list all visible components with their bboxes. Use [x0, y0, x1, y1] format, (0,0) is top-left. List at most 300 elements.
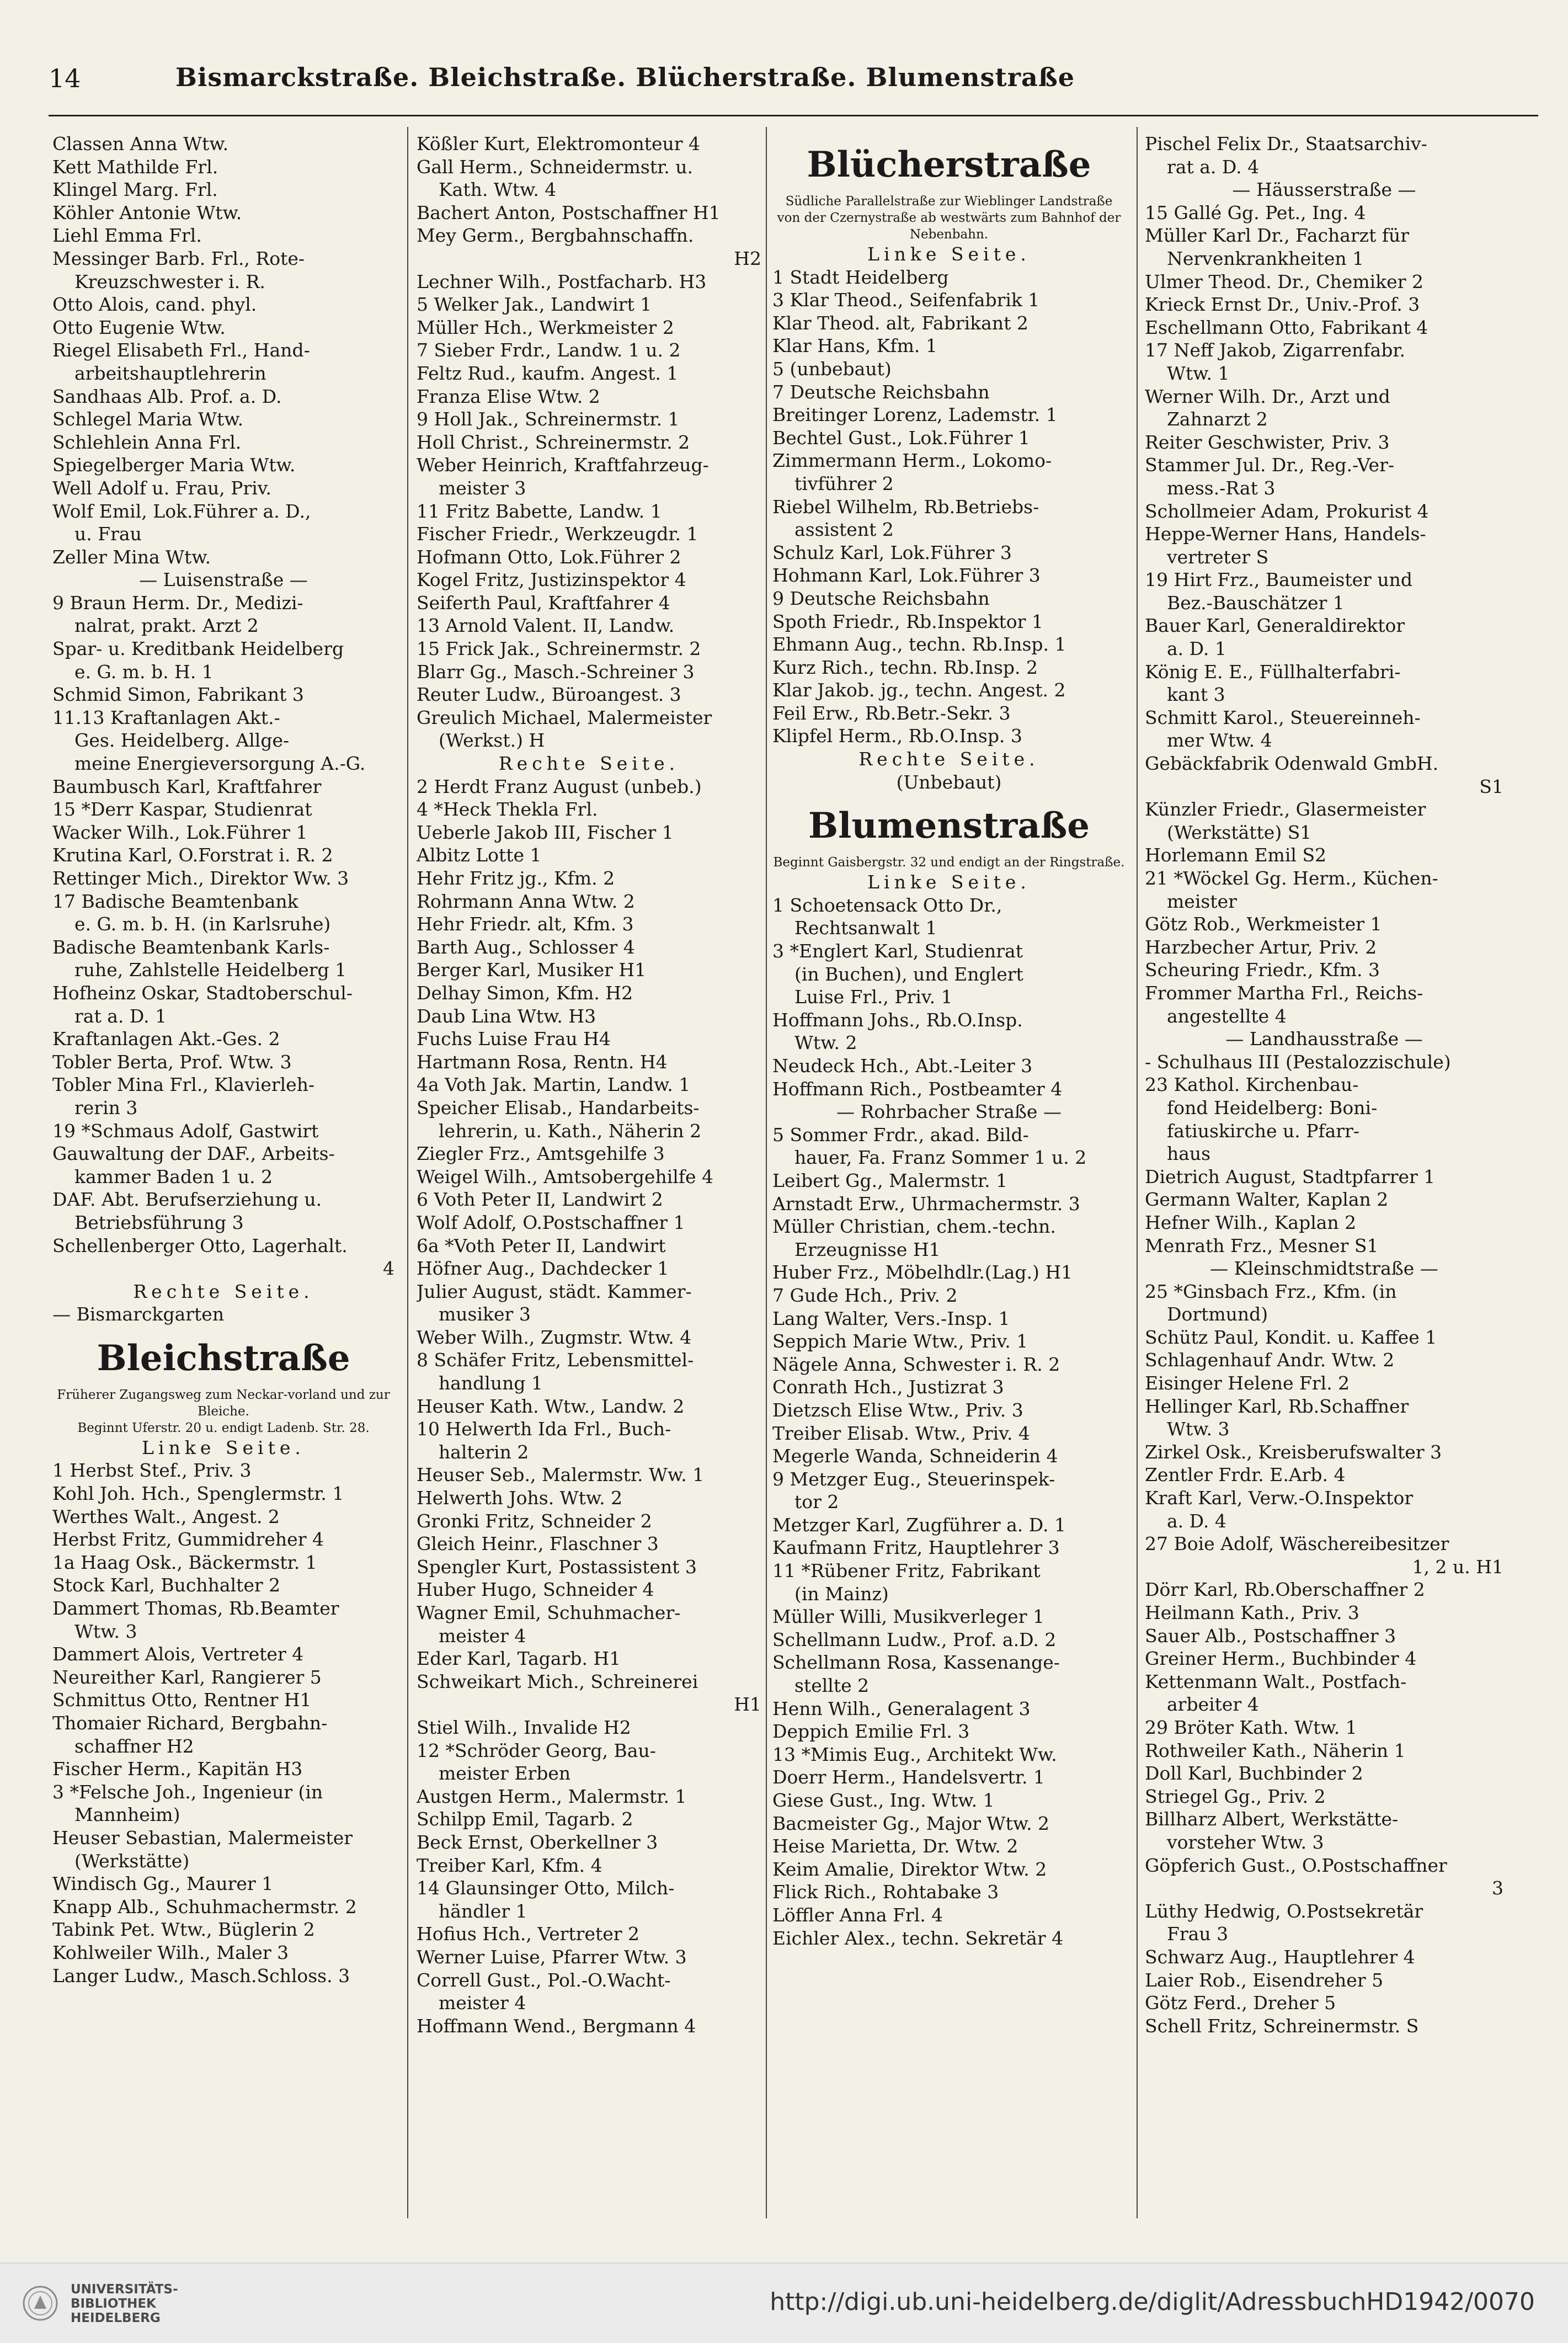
directory-entry: Thomaier Richard, Bergbahn- — [52, 1712, 328, 1734]
directory-entry: Germann Walter, Kaplan 2 — [1145, 1189, 1389, 1211]
directory-entry: rat a. D. 4 — [1167, 156, 1260, 178]
directory-entry: Dietrich August, Stadtpfarrer 1 — [1145, 1165, 1436, 1188]
directory-entry: assistent 2 — [794, 519, 894, 541]
directory-entry: Albitz Lotte 1 — [417, 844, 542, 866]
directory-entry: Mannheim) — [74, 1804, 180, 1826]
directory-entry: Julier August, städt. Kammer- — [417, 1280, 692, 1302]
directory-entry: Doerr Herm., Handelsvertr. 1 — [772, 1766, 1045, 1788]
directory-entry: 3 *Felsche Joh., Ingenieur (in — [52, 1781, 323, 1803]
directory-entry: 5 Sommer Frdr., akad. Bild- — [772, 1123, 1029, 1146]
directory-entry: 23 Kathol. Kirchenbau- — [1145, 1074, 1359, 1096]
directory-entry: 11 Fritz Babette, Landw. 1 — [417, 500, 662, 522]
directory-entry: Hehr Friedr. alt, Kfm. 3 — [417, 913, 634, 935]
directory-entry: ruhe, Zahlstelle Heidelberg 1 — [74, 959, 347, 981]
header-rule — [49, 115, 1538, 116]
directory-entry: mess.-Rat 3 — [1167, 477, 1276, 499]
directory-entry: meister 4 — [439, 1992, 526, 2014]
directory-entry: 17 Neff Jakob, Zigarrenfabr. — [1145, 339, 1405, 361]
directory-entry: 19 Hirt Frz., Baumeister und — [1145, 569, 1413, 591]
directory-entry: Spiegelberger Maria Wtw. — [52, 454, 296, 476]
directory-entry: Hofmann Otto, Lok.Führer 2 — [417, 546, 681, 568]
directory-entry: Windisch Gg., Maurer 1 — [52, 1873, 274, 1895]
directory-entry: Striegel Gg., Priv. 2 — [1145, 1785, 1326, 1807]
directory-entry: Deppich Emilie Frl. 3 — [772, 1721, 970, 1743]
directory-entry: Frau 3 — [1167, 1923, 1229, 1945]
directory-entry: 17 Badische Beamtenbank — [52, 890, 298, 912]
directory-entry: Schmid Simon, Fabrikant 3 — [52, 684, 304, 706]
street-description: Früherer Zugangsweg zum Neckar-vorland und zur Bleiche. — [57, 1387, 390, 1419]
directory-entry: Götz Ferd., Dreher 5 — [1145, 1992, 1336, 2014]
directory-entry: vertreter S — [1167, 546, 1269, 568]
directory-entry: Reiter Geschwister, Priv. 3 — [1145, 431, 1390, 453]
directory-entry: Ulmer Theod. Dr., Chemiker 2 — [1145, 270, 1423, 292]
directory-entry: rat a. D. 1 — [74, 1005, 167, 1027]
directory-entry: 3 — [1492, 1877, 1503, 1899]
directory-entry: Holl Christ., Schreinermstr. 2 — [417, 431, 690, 453]
directory-entry: Liehl Emma Frl. — [52, 225, 202, 247]
directory-entry: Zimmermann Herm., Lokomo- — [772, 450, 1052, 472]
page-number: 14 — [49, 63, 81, 93]
directory-entry: 6 Voth Peter II, Landwirt 2 — [417, 1189, 663, 1211]
directory-entry: haus — [1167, 1143, 1211, 1165]
directory-entry: 25 *Ginsbach Frz., Kfm. (in — [1145, 1280, 1397, 1302]
directory-entry: Hehr Fritz jg., Kfm. 2 — [417, 867, 615, 889]
directory-entry: Austgen Herm., Malermstr. 1 — [417, 1785, 687, 1807]
directory-entry: Ziegler Frz., Amtsgehilfe 3 — [417, 1143, 665, 1165]
directory-entry: 21 *Wöckel Gg. Herm., Küchen- — [1145, 867, 1438, 889]
directory-entry: Dortmund) — [1167, 1303, 1268, 1325]
directory-entry: meine Energieversorgung A.-G. — [74, 753, 366, 775]
directory-entry: Hoffmann Johs., Rb.O.Insp. — [772, 1009, 1023, 1031]
directory-entry: fond Heidelberg: Boni- — [1167, 1096, 1378, 1119]
directory-entry: S1 — [1479, 775, 1503, 797]
directory-entry: Hefner Wilh., Kaplan 2 — [1145, 1211, 1357, 1233]
directory-entry: Göpferich Gust., O.Postschaffner — [1145, 1854, 1447, 1876]
directory-entry: Müller Willi, Musikverleger 1 — [772, 1606, 1044, 1628]
directory-entry: Zahnarzt 2 — [1167, 408, 1268, 430]
directory-entry: Schwarz Aug., Hauptlehrer 4 — [1145, 1946, 1415, 1968]
directory-entry: Rettinger Mich., Direktor Ww. 3 — [52, 867, 349, 889]
directory-entry: Ges. Heidelberg. Allge- — [74, 729, 290, 752]
directory-entry: halterin 2 — [439, 1441, 529, 1463]
directory-entry: Herbst Fritz, Gummidreher 4 — [52, 1529, 324, 1551]
directory-entry: Luise Frl., Priv. 1 — [794, 986, 953, 1008]
library-name-line: BIBLIOTHEK — [71, 2297, 156, 2311]
directory-entry: 13 Arnold Valent. II, Landw. — [417, 615, 675, 637]
directory-entry: Wtw. 1 — [1167, 362, 1230, 384]
directory-entry: König E. E., Füllhalterfabri- — [1145, 661, 1401, 683]
directory-entry: Messinger Barb. Frl., Rote- — [52, 247, 305, 269]
directory-entry: Schellenberger Otto, Lagerhalt. — [52, 1234, 348, 1256]
directory-entry: (Werkst.) H — [439, 729, 545, 752]
directory-entry: Dörr Karl, Rb.Oberschaffner 2 — [1145, 1579, 1425, 1601]
directory-entry: Wtw. 3 — [1167, 1418, 1230, 1440]
directory-entry: 4a Voth Jak. Martin, Landw. 1 — [417, 1074, 691, 1096]
directory-entry: Klingel Marg. Frl. — [52, 179, 218, 201]
directory-entry: Spar- u. Kreditbank Heidelberg — [52, 638, 344, 660]
directory-entry: Breitinger Lorenz, Lademstr. 1 — [772, 404, 1058, 426]
directory-entry: Spengler Kurt, Postassistent 3 — [417, 1556, 697, 1578]
directory-entry: Berger Karl, Musiker H1 — [417, 959, 647, 981]
directory-entry: musiker 3 — [439, 1303, 531, 1325]
directory-entry: Hofheinz Oskar, Stadtoberschul- — [52, 982, 353, 1004]
directory-entry: Menrath Frz., Mesner S1 — [1145, 1234, 1379, 1256]
directory-entry: Hellinger Karl, Rb.Schaffner — [1145, 1395, 1409, 1417]
directory-entry: Langer Ludw., Masch.Schloss. 3 — [52, 1964, 350, 1987]
directory-entry: Bechtel Gust., Lok.Führer 1 — [772, 427, 1030, 449]
side-heading: Linke Seite. — [867, 871, 1031, 893]
directory-entry: Wagner Emil, Schuhmacher- — [417, 1602, 681, 1623]
directory-entry: Greiner Herm., Buchbinder 4 — [1145, 1648, 1417, 1670]
directory-entry: Bacmeister Gg., Major Wtw. 2 — [772, 1812, 1050, 1834]
directory-entry: Wolf Emil, Lok.Führer a. D., — [52, 500, 311, 522]
directory-entry: Löffler Anna Frl. 4 — [772, 1904, 943, 1926]
directory-entry: Gauwaltung der DAF., Arbeits- — [52, 1143, 335, 1165]
directory-entry: Huber Hugo, Schneider 4 — [417, 1579, 654, 1601]
directory-entry: Stammer Jul. Dr., Reg.-Ver- — [1145, 454, 1395, 476]
directory-entry: Sauer Alb., Postschaffner 3 — [1145, 1625, 1396, 1647]
directory-entry: 8 Schäfer Fritz, Lebensmittel- — [417, 1349, 694, 1371]
directory-entry: 11.13 Kraftanlagen Akt.- — [52, 706, 280, 728]
directory-entry: Weber Wilh., Zugmstr. Wtw. 4 — [417, 1326, 692, 1348]
directory-entry: Krieck Ernst Dr., Univ.-Prof. 3 — [1145, 294, 1420, 316]
directory-entry: Greulich Michael, Malermeister — [417, 706, 712, 728]
side-heading: Rechte Seite. — [133, 1280, 314, 1302]
directory-entry: Schellmann Ludw., Prof. a.D. 2 — [772, 1628, 1057, 1650]
directory-entry: Treiber Elisab. Wtw., Priv. 4 — [772, 1422, 1030, 1444]
directory-entry: Kettenmann Walt., Postfach- — [1145, 1670, 1407, 1692]
directory-entry: u. Frau — [74, 523, 142, 545]
directory-entry: lehrerin, u. Kath., Näherin 2 — [439, 1120, 702, 1142]
directory-entry: 9 Metzger Eug., Steuerinspek- — [772, 1468, 1055, 1490]
directory-entry: 5 (unbebaut) — [772, 358, 892, 380]
directory-entry: Mey Germ., Bergbahnschaffn. — [417, 225, 694, 247]
directory-entry: Billharz Albert, Werkstätte- — [1145, 1808, 1399, 1830]
directory-entry: Classen Anna Wtw. — [52, 133, 229, 155]
directory-entry: meister 4 — [439, 1625, 526, 1647]
directory-entry: Kaufmann Fritz, Hauptlehrer 3 — [772, 1537, 1060, 1559]
library-name — [71, 2282, 178, 2325]
directory-entry: 9 Braun Herm. Dr., Medizi- — [52, 592, 303, 614]
directory-entry: Tobler Berta, Prof. Wtw. 3 — [52, 1051, 292, 1073]
directory-entry: Schilpp Emil, Tagarb. 2 — [417, 1808, 633, 1830]
directory-entry: Knapp Alb., Schuhmachermstr. 2 — [52, 1895, 357, 1918]
directory-entry: — Landhausstraße — — [1225, 1028, 1423, 1050]
directory-entry: 4 *Heck Thekla Frl. — [417, 798, 598, 821]
directory-entry: Flick Rich., Rohtabake 3 — [772, 1881, 999, 1903]
directory-entry: 13 *Mimis Eug., Architekt Ww. — [772, 1743, 1057, 1765]
directory-entry: Kößler Kurt, Elektromonteur 4 — [417, 133, 701, 155]
directory-entry: Baumbusch Karl, Kraftfahrer — [52, 775, 322, 797]
directory-entry: (in Mainz) — [794, 1583, 889, 1605]
directory-entry: Hoffmann Rich., Postbeamter 4 — [772, 1078, 1063, 1100]
directory-entry: Barth Aug., Schlosser 4 — [417, 936, 635, 958]
directory-entry: 4 — [383, 1258, 394, 1280]
directory-entry: Bauer Karl, Generaldirektor — [1145, 615, 1405, 637]
directory-entry: Giese Gust., Ing. Wtw. 1 — [772, 1790, 995, 1811]
directory-entry: Ehmann Aug., techn. Rb.Insp. 1 — [772, 633, 1066, 656]
directory-entry: Gebäckfabrik Odenwald GmbH. — [1145, 753, 1439, 775]
directory-entry: Otto Alois, cand. phyl. — [52, 294, 257, 316]
street-heading: Blücherstraße — [807, 144, 1091, 185]
directory-entry: 7 Sieber Frdr., Landw. 1 u. 2 — [417, 339, 681, 361]
directory-entry: Schellmann Rosa, Kassenange- — [772, 1652, 1060, 1674]
directory-entry: 14 Glaunsinger Otto, Milch- — [417, 1877, 675, 1899]
directory-entry: Hofius Hch., Vertreter 2 — [417, 1923, 640, 1945]
directory-entry: Delhay Simon, Kfm. H2 — [417, 982, 633, 1004]
directory-entry: Laier Rob., Eisendreher 5 — [1145, 1969, 1384, 1991]
directory-entry: 1 Schoetensack Otto Dr., — [772, 894, 1002, 916]
street-heading: Bleichstraße — [97, 1337, 350, 1379]
directory-entry: Fischer Friedr., Werkzeugdr. 1 — [417, 523, 698, 545]
directory-entry: Kath. Wtw. 4 — [439, 179, 557, 201]
directory-entry: Eisinger Helene Frl. 2 — [1145, 1372, 1350, 1394]
side-heading: Linke Seite. — [867, 243, 1031, 265]
directory-entry: Wolf Adolf, O.Postschaffner 1 — [417, 1211, 685, 1233]
directory-entry: kammer Baden 1 u. 2 — [74, 1165, 273, 1188]
directory-entry: — Kleinschmidtstraße — — [1210, 1258, 1438, 1280]
directory-entry: Sandhaas Alb. Prof. a. D. — [52, 385, 282, 407]
directory-entry: Schlehlein Anna Frl. — [52, 431, 242, 453]
directory-entry: Henn Wilh., Generalagent 3 — [772, 1697, 1031, 1719]
directory-entry: Treiber Karl, Kfm. 4 — [417, 1854, 602, 1876]
directory-entry: 7 Gude Hch., Priv. 2 — [772, 1284, 958, 1306]
column-3 — [772, 132, 1126, 2218]
source-url[interactable]: http://digi.ub.uni-heidelberg.de/diglit/AdressbuchHD1942/0070 — [770, 2288, 1535, 2316]
directory-entry: Heppe-Werner Hans, Handels- — [1145, 523, 1426, 545]
directory-entry: arbeiter 4 — [1167, 1694, 1259, 1716]
directory-entry: Doll Karl, Buchbinder 2 — [1145, 1762, 1363, 1785]
directory-entry: Gronki Fritz, Schneider 2 — [417, 1510, 652, 1532]
directory-entry: Schulz Karl, Lok.Führer 3 — [772, 541, 1012, 563]
directory-entry: — Häusserstraße — — [1232, 179, 1416, 201]
directory-entry: 5 Welker Jak., Landwirt 1 — [417, 294, 652, 316]
directory-entry: Keim Amalie, Direktor Wtw. 2 — [772, 1858, 1047, 1880]
directory-entry: Conrath Hch., Justizrat 3 — [772, 1376, 1004, 1398]
directory-entry: Schell Fritz, Schreinermstr. S — [1145, 2015, 1419, 2037]
directory-entry: Dammert Alois, Vertreter 4 — [52, 1643, 304, 1665]
directory-entry: Speicher Elisab., Handarbeits- — [417, 1096, 700, 1119]
directory-entry: 27 Boie Adolf, Wäschereibesitzer — [1145, 1533, 1449, 1555]
directory-entry: Schmitt Karol., Steuereinneh- — [1145, 706, 1421, 728]
page-title: Bismarckstraße. Bleichstraße. Blücherstraße. Blumenstraße — [175, 62, 1075, 92]
directory-entry: Kraftanlagen Akt.-Ges. 2 — [52, 1028, 280, 1050]
directory-entry: 6a *Voth Peter II, Landwirt — [417, 1234, 666, 1256]
directory-entry: Scheuring Friedr., Kfm. 3 — [1145, 959, 1380, 981]
directory-entry: Badische Beamtenbank Karls- — [52, 936, 330, 958]
directory-entry: Stock Karl, Buchhalter 2 — [52, 1574, 281, 1596]
directory-entry: Bachert Anton, Postschaffner H1 — [417, 201, 721, 223]
directory-entry: Correll Gust., Pol.-O.Wacht- — [417, 1969, 671, 1991]
directory-entry: Wtw. 2 — [794, 1032, 857, 1054]
directory-entry: Köhler Antonie Wtw. — [52, 201, 242, 223]
directory-entry: Kraft Karl, Verw.-O.Inspektor — [1145, 1487, 1414, 1509]
directory-entry: e. G. m. b. H. 1 — [74, 661, 214, 683]
directory-entry: H1 — [734, 1694, 761, 1716]
directory-entry: Reuter Ludw., Büroangest. 3 — [417, 684, 681, 706]
directory-entry: Zentler Frdr. E.Arb. 4 — [1145, 1464, 1346, 1486]
directory-entry: arbeitshauptlehrerin — [74, 362, 266, 384]
directory-entry: Frommer Martha Frl., Reichs- — [1145, 982, 1423, 1004]
directory-entry: Heuser Seb., Malermstr. Ww. 1 — [417, 1464, 705, 1486]
directory-entry: Gleich Heinr., Flaschner 3 — [417, 1533, 659, 1555]
directory-entry: meister — [1167, 890, 1237, 912]
directory-entry: Müller Christian, chem.-techn. — [772, 1216, 1056, 1238]
directory-entry: 15 Frick Jak., Schreinermstr. 2 — [417, 638, 701, 660]
directory-entry: Rohrmann Anna Wtw. 2 — [417, 890, 635, 912]
directory-entry: Schlegel Maria Wtw. — [52, 408, 244, 430]
column-4 — [1145, 132, 1503, 2218]
directory-entry: 19 *Schmaus Adolf, Gastwirt — [52, 1120, 319, 1142]
directory-entry: Hartmann Rosa, Rentn. H4 — [417, 1051, 668, 1073]
directory-entry: 29 Bröter Kath. Wtw. 1 — [1145, 1716, 1357, 1738]
directory-entry: vorsteher Wtw. 3 — [1167, 1831, 1324, 1853]
side-heading: Rechte Seite. — [498, 753, 680, 775]
directory-entry: hauer, Fa. Franz Sommer 1 u. 2 — [794, 1147, 1087, 1169]
directory-entry: Nägele Anna, Schwester i. R. 2 — [772, 1353, 1060, 1375]
directory-entry: Eder Karl, Tagarb. H1 — [417, 1648, 621, 1670]
directory-entry: 12 *Schröder Georg, Bau- — [417, 1739, 656, 1761]
directory-entry: Stiel Wilh., Invalide H2 — [417, 1716, 631, 1738]
directory-entry: Daub Lina Wtw. H3 — [417, 1005, 596, 1027]
directory-entry: Huber Frz., Möbelhdlr.(Lag.) H1 — [772, 1261, 1073, 1284]
directory-entry: Werner Luise, Pfarrer Wtw. 3 — [417, 1946, 687, 1968]
directory-entry: Feil Erw., Rb.Betr.-Sekr. 3 — [772, 702, 1011, 724]
directory-entry: Neudeck Hch., Abt.-Leiter 3 — [772, 1055, 1033, 1077]
directory-entry: nalrat, prakt. Arzt 2 — [74, 615, 259, 637]
side-heading: Linke Seite. — [142, 1436, 305, 1458]
street-description: Beginnt Uferstr. 20 u. endigt Ladenb. Str. 28. — [77, 1420, 370, 1435]
side-heading: Rechte Seite. — [858, 748, 1039, 770]
directory-entry: 10 Helwerth Ida Frl., Buch- — [417, 1418, 671, 1440]
directory-entry: 9 Holl Jak., Schreinermstr. 1 — [417, 408, 680, 430]
directory-entry: Metzger Karl, Zugführer a. D. 1 — [772, 1514, 1066, 1536]
directory-entry: Tabink Pet. Wtw., Büglerin 2 — [52, 1919, 315, 1941]
directory-entry: Kohlweiler Wilh., Maler 3 — [52, 1941, 289, 1963]
directory-entry: (Werkstätte) S1 — [1167, 821, 1312, 843]
directory-entry: Wtw. 3 — [74, 1620, 137, 1642]
directory-entry: Beck Ernst, Oberkellner 3 — [417, 1831, 658, 1853]
directory-entry: Götz Rob., Werkmeister 1 — [1145, 913, 1382, 935]
directory-entry: Müller Karl Dr., Facharzt für — [1145, 225, 1410, 247]
directory-entry: Riebel Wilhelm, Rb.Betriebs- — [772, 496, 1039, 518]
street-description: Beginnt Gaisbergstr. 32 und endigt an der Ringstraße. — [773, 855, 1125, 870]
directory-entry: — Bismarckgarten — [52, 1303, 225, 1325]
directory-entry: Schlagenhauf Andr. Wtw. 2 — [1145, 1349, 1395, 1371]
directory-entry: 15 Gallé Gg. Pet., Ing. 4 — [1145, 201, 1366, 223]
directory-entry: Heuser Sebastian, Malermeister — [52, 1827, 353, 1849]
column-divider — [407, 127, 408, 2218]
directory-entry: 1a Haag Osk., Bäckermstr. 1 — [52, 1551, 317, 1573]
directory-entry: 7 Deutsche Reichsbahn — [772, 381, 990, 403]
column-2 — [417, 132, 761, 2218]
column-divider — [766, 127, 767, 2218]
directory-entry: angestellte 4 — [1167, 1005, 1287, 1027]
column-1 — [52, 132, 394, 2218]
directory-entry: Zeller Mina Wtw. — [52, 546, 211, 568]
directory-entry: Lüthy Hedwig, O.Postsekretär — [1145, 1900, 1423, 1922]
directory-entry: meister 3 — [439, 477, 526, 499]
directory-entry: - Schulhaus III (Pestalozzischule) — [1145, 1051, 1451, 1073]
directory-entry: Dammert Thomas, Rb.Beamter — [52, 1598, 339, 1620]
directory-entry: Franza Elise Wtw. 2 — [417, 385, 600, 407]
directory-entry: Klar Hans, Kfm. 1 — [772, 335, 937, 357]
directory-entry: Otto Eugenie Wtw. — [52, 316, 226, 338]
directory-entry: 15 *Derr Kaspar, Studienrat — [52, 798, 312, 821]
directory-entry: Well Adolf u. Frau, Priv. — [52, 477, 271, 499]
directory-entry: mer Wtw. 4 — [1167, 729, 1272, 752]
directory-entry: Harzbecher Artur, Priv. 2 — [1145, 936, 1377, 958]
directory-entry: Kohl Joh. Hch., Spenglermstr. 1 — [52, 1483, 344, 1505]
directory-entry: Betriebsführung 3 — [74, 1211, 244, 1233]
directory-entry: Nervenkrankheiten 1 — [1167, 247, 1364, 269]
library-name-line: HEIDELBERG — [71, 2311, 161, 2325]
directory-entry: 1, 2 u. H1 — [1412, 1556, 1503, 1578]
directory-entry: — Rohrbacher Straße — — [836, 1101, 1062, 1123]
directory-entry: Klar Jakob. jg., techn. Angest. 2 — [772, 679, 1066, 701]
directory-entry: (Unbebaut) — [896, 771, 1002, 793]
directory-entry: schaffner H2 — [74, 1735, 194, 1757]
directory-entry: Schollmeier Adam, Prokurist 4 — [1145, 500, 1429, 522]
directory-entry: rerin 3 — [74, 1096, 138, 1119]
directory-entry: Künzler Friedr., Glasermeister — [1145, 798, 1426, 821]
directory-entry: 3 Klar Theod., Seifenfabrik 1 — [772, 289, 1040, 311]
directory-entry: Kreuzschwester i. R. — [74, 270, 265, 292]
directory-entry: Weber Heinrich, Kraftfahrzeug- — [417, 454, 709, 476]
page-header — [49, 58, 1538, 108]
directory-entry: Heuser Kath. Wtw., Landw. 2 — [417, 1395, 685, 1417]
directory-entry: Erzeugnisse H1 — [794, 1238, 941, 1260]
directory-entry: Fuchs Luise Frau H4 — [417, 1028, 611, 1050]
directory-entry: Neureither Karl, Rangierer 5 — [52, 1666, 322, 1688]
directory-entry: Dietzsch Elise Wtw., Priv. 3 — [772, 1399, 1023, 1421]
directory-entry: Eschellmann Otto, Fabrikant 4 — [1145, 316, 1428, 338]
directory-entry: Blarr Gg., Masch.-Schreiner 3 — [417, 661, 695, 683]
directory-entry: Rechtsanwalt 1 — [794, 917, 937, 939]
directory-entry: 9 Deutsche Reichsbahn — [772, 587, 990, 609]
directory-entry: DAF. Abt. Berufserziehung u. — [52, 1189, 322, 1211]
directory-entry: Schütz Paul, Kondit. u. Kaffee 1 — [1145, 1326, 1437, 1348]
directory-entry: Kurz Rich., techn. Rb.Insp. 2 — [772, 656, 1038, 678]
university-seal-icon — [22, 2281, 58, 2325]
directory-entry: 11 *Rübener Fritz, Fabrikant — [772, 1560, 1041, 1582]
directory-entry: stellte 2 — [794, 1675, 870, 1697]
directory-entry: Wacker Wilh., Lok.Führer 1 — [52, 821, 308, 843]
directory-entry: Megerle Wanda, Schneiderin 4 — [772, 1445, 1058, 1467]
directory-entry: Bez.-Bauschätzer 1 — [1167, 592, 1345, 614]
directory-entry: Rothweiler Kath., Näherin 1 — [1145, 1739, 1406, 1761]
directory-entry: Heise Marietta, Dr. Wtw. 2 — [772, 1835, 1018, 1857]
directory-entry: Pischel Felix Dr., Staatsarchiv- — [1145, 133, 1427, 155]
directory-entry: Krutina Karl, O.Forstrat i. R. 2 — [52, 844, 333, 866]
directory-entry: Seppich Marie Wtw., Priv. 1 — [772, 1330, 1028, 1352]
street-heading: Blumenstraße — [808, 805, 1090, 847]
footer-bar — [0, 2262, 1568, 2343]
directory-entry: Müller Hch., Werkmeister 2 — [417, 316, 674, 338]
directory-entry: Schweikart Mich., Schreinerei — [417, 1670, 698, 1692]
directory-entry: 1 Stadt Heidelberg — [772, 266, 949, 288]
directory-entry: e. G. m. b. H. (in Karlsruhe) — [74, 913, 331, 935]
directory-entry: handlung 1 — [439, 1372, 543, 1394]
library-name-line: UNIVERSITÄTS- — [71, 2282, 178, 2297]
directory-entry: 1 Herbst Stef., Priv. 3 — [52, 1460, 252, 1482]
directory-entry: (in Buchen), und Englert — [794, 963, 1023, 985]
directory-entry: (Werkstätte) — [74, 1850, 190, 1872]
directory-entry: fatiuskirche u. Pfarr- — [1167, 1120, 1359, 1142]
directory-entry: Arnstadt Erw., Uhrmachermstr. 3 — [772, 1192, 1080, 1215]
directory-entry: H2 — [734, 247, 761, 269]
directory-entry: Werthes Walt., Angest. 2 — [52, 1505, 280, 1527]
